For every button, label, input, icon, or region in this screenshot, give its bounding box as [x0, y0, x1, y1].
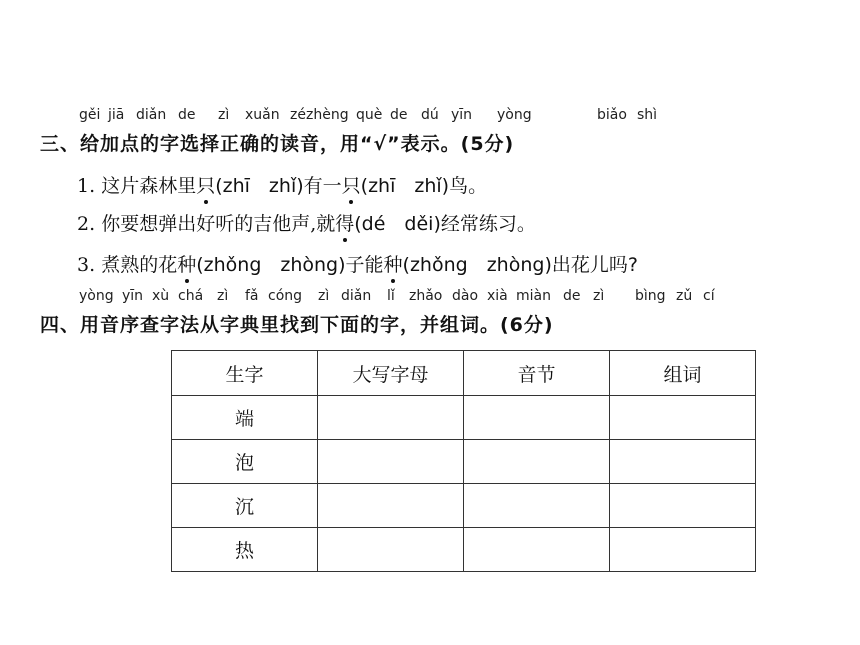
dotted-char: 得: [335, 213, 355, 235]
pinyin-token: zhǎo: [409, 288, 443, 304]
pinyin-token: zǔ: [676, 288, 693, 304]
answer-cell[interactable]: [610, 440, 756, 484]
pinyin-token: dú: [421, 107, 439, 123]
section3-heading: 三、给加点的字选择正确的读音，用“√”表示。(5分): [40, 133, 515, 155]
answer-cell[interactable]: [318, 440, 464, 484]
header-cell-capital: 大写字母: [318, 351, 464, 396]
pinyin-token: zé: [290, 107, 306, 123]
pinyin-token: fǎ: [245, 288, 259, 304]
answer-cell[interactable]: [610, 396, 756, 440]
item-number: 3.: [77, 254, 96, 276]
pinyin-token: cóng: [268, 288, 303, 304]
pinyin-token: miàn: [516, 288, 551, 304]
answer-cell[interactable]: [318, 528, 464, 572]
pinyin-token: gěi: [79, 107, 101, 123]
answer-cell[interactable]: [610, 484, 756, 528]
table-header-row: [172, 351, 756, 396]
pinyin-token: de: [390, 107, 408, 123]
dotted-char: 种: [383, 254, 403, 276]
answer-cell[interactable]: [318, 396, 464, 440]
pinyin-choices: (zhī zhǐ)鸟。: [360, 175, 488, 197]
answer-cell[interactable]: [464, 484, 610, 528]
pinyin-token: yīn: [451, 107, 473, 123]
pinyin-token: de: [178, 107, 196, 123]
pinyin-choices: (zhǒng zhòng)出花儿吗?: [402, 254, 638, 276]
answer-cell[interactable]: [464, 440, 610, 484]
pinyin-token: xuǎn: [245, 107, 280, 123]
lookup-table: [171, 350, 756, 572]
pinyin-token: cí: [703, 288, 715, 304]
dotted-char: 只: [196, 175, 216, 197]
pinyin-choices: (zhǒng zhòng)子能: [196, 254, 384, 276]
pinyin-token: biǎo: [597, 107, 627, 123]
question-item-2: [77, 209, 536, 236]
row-char: 沉: [172, 484, 318, 528]
pinyin-token: xù: [152, 288, 170, 304]
pinyin-token: zì: [318, 288, 330, 304]
item-number: 2.: [77, 213, 96, 235]
pinyin-token: zì: [218, 107, 230, 123]
section4-heading: 四、用音序查字法从字典里找到下面的字，并组词。(6分): [40, 314, 554, 336]
pinyin-token: zì: [593, 288, 605, 304]
pinyin-token: dào: [452, 288, 479, 304]
item-text: 煮熟的花: [101, 254, 178, 276]
item-text: 你要想弹出好听的吉他声,就: [101, 213, 336, 235]
pinyin-token: jiā: [108, 107, 125, 123]
pinyin-token: què: [356, 107, 383, 123]
answer-cell[interactable]: [464, 528, 610, 572]
table-row: [172, 484, 756, 528]
row-char: 热: [172, 528, 318, 572]
pinyin-token: chá: [178, 288, 204, 304]
row-char: 端: [172, 396, 318, 440]
pinyin-token: zhèng: [306, 107, 349, 123]
pinyin-token: shì: [637, 107, 658, 123]
answer-cell[interactable]: [610, 528, 756, 572]
table-row: [172, 396, 756, 440]
answer-cell[interactable]: [464, 396, 610, 440]
header-cell-char: 生字: [172, 351, 318, 396]
header-cell-syllable: 音节: [464, 351, 610, 396]
pinyin-token: yīn: [122, 288, 144, 304]
answer-cell[interactable]: [318, 484, 464, 528]
pinyin-token: diǎn: [136, 107, 167, 123]
header-cell-words: 组词: [610, 351, 756, 396]
pinyin-token: bìng: [635, 288, 666, 304]
pinyin-token: yòng: [79, 288, 114, 304]
question-item-3: [77, 250, 638, 277]
pinyin-token: de: [563, 288, 581, 304]
dotted-char: 种: [177, 254, 197, 276]
question-item-1: [77, 171, 487, 198]
row-char: 泡: [172, 440, 318, 484]
pinyin-token: yòng: [497, 107, 532, 123]
pinyin-token: xià: [487, 288, 508, 304]
pinyin-token: lǐ: [387, 288, 395, 304]
pinyin-token: diǎn: [341, 288, 372, 304]
pinyin-choices: (dé děi)经常练习。: [354, 213, 536, 235]
table-row: [172, 528, 756, 572]
dotted-char: 只: [341, 175, 361, 197]
pinyin-token: zì: [217, 288, 229, 304]
item-number: 1.: [77, 175, 96, 197]
pinyin-choices: (zhī zhǐ)有一: [215, 175, 342, 197]
item-text: 这片森林里: [101, 175, 197, 197]
table-row: [172, 440, 756, 484]
